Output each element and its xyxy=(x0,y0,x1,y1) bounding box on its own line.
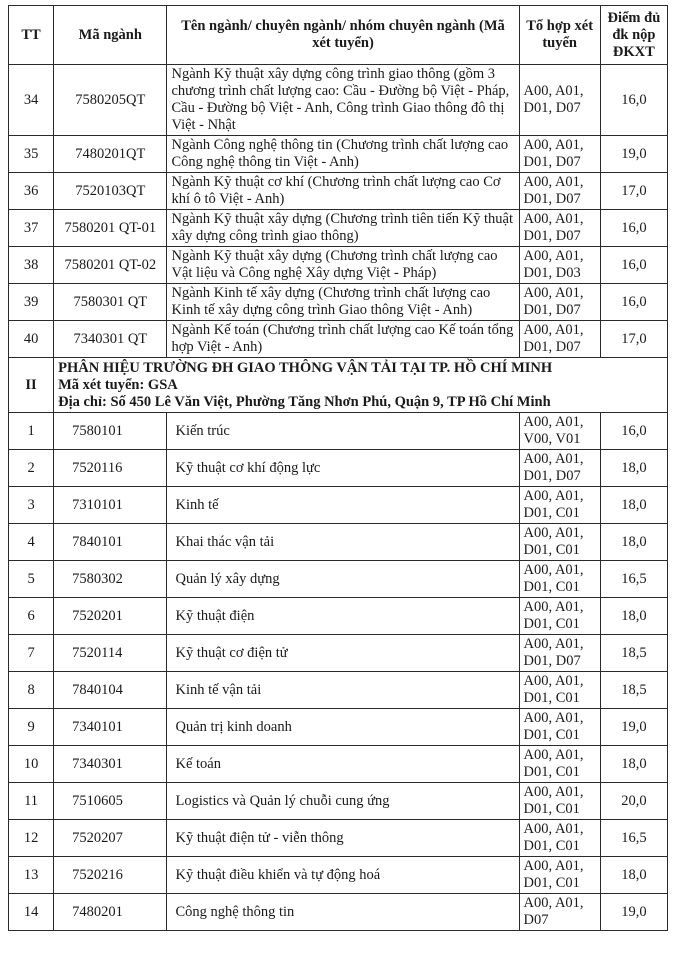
cell-score: 16,0 xyxy=(600,284,667,321)
cell-code: 7340301 QT xyxy=(54,321,167,358)
cell-combo: A00, A01, D01, D07 xyxy=(519,284,600,321)
header-combo: Tổ hợp xét tuyển xyxy=(519,6,600,65)
table-row xyxy=(9,413,668,450)
table-row xyxy=(9,65,668,136)
cell-name: Kế toán xyxy=(167,746,519,783)
header-score: Điểm đủ đk nộp ĐKXT xyxy=(600,6,667,65)
section-info xyxy=(54,358,668,413)
cell-name: Kỹ thuật cơ khí động lực xyxy=(167,450,519,487)
cell-code: 7580301 QT xyxy=(54,284,167,321)
cell-score: 20,0 xyxy=(600,783,667,820)
cell-code: 7580302 xyxy=(54,561,167,598)
cell-name: Khai thác vận tải xyxy=(167,524,519,561)
cell-combo: A00, A01, D01, C01 xyxy=(519,746,600,783)
cell-name: Công nghệ thông tin xyxy=(167,894,519,931)
cell-tt: 1 xyxy=(9,413,54,450)
cell-combo: A00, A01, D01, C01 xyxy=(519,672,600,709)
section-tt: II xyxy=(9,358,54,413)
cell-tt: 3 xyxy=(9,487,54,524)
cell-name: Kỹ thuật điều khiển và tự động hoá xyxy=(167,857,519,894)
cell-tt: 13 xyxy=(9,857,54,894)
cell-score: 18,0 xyxy=(600,598,667,635)
header-code: Mã ngành xyxy=(54,6,167,65)
cell-code: 7840104 xyxy=(54,672,167,709)
cell-code: 7340101 xyxy=(54,709,167,746)
cell-combo: A00, A01, V00, V01 xyxy=(519,413,600,450)
cell-combo: A00, A01, D01, D07 xyxy=(519,450,600,487)
cell-tt: 36 xyxy=(9,173,54,210)
cell-name: Ngành Kế toán (Chương trình chất lượng cao Kế toán tổng hợp Việt - Anh) xyxy=(167,321,519,358)
cell-name: Quản trị kinh doanh xyxy=(167,709,519,746)
cell-code: 7340301 xyxy=(54,746,167,783)
cell-tt: 2 xyxy=(9,450,54,487)
table-row xyxy=(9,746,668,783)
cell-code: 7580205QT xyxy=(54,65,167,136)
cell-code: 7480201 xyxy=(54,894,167,931)
cell-name: Logistics và Quản lý chuỗi cung ứng xyxy=(167,783,519,820)
cell-tt: 7 xyxy=(9,635,54,672)
cell-score: 18,5 xyxy=(600,672,667,709)
table-row xyxy=(9,783,668,820)
cell-code: 7520114 xyxy=(54,635,167,672)
cell-score: 17,0 xyxy=(600,321,667,358)
cell-tt: 39 xyxy=(9,284,54,321)
cell-code: 7520103QT xyxy=(54,173,167,210)
cell-combo: A00, A01, D01, D07 xyxy=(519,321,600,358)
cell-name: Kỹ thuật điện xyxy=(167,598,519,635)
cell-name: Ngành Kỹ thuật cơ khí (Chương trình chất lượng cao Cơ khí ô tô Việt - Anh) xyxy=(167,173,519,210)
cell-tt: 4 xyxy=(9,524,54,561)
cell-combo: A00, A01, D01, D07 xyxy=(519,210,600,247)
table-row xyxy=(9,894,668,931)
cell-name: Ngành Kinh tế xây dựng (Chương trình chất lượng cao Kinh tế xây dựng công trình Giao thông Việt - Anh) xyxy=(167,284,519,321)
cell-tt: 8 xyxy=(9,672,54,709)
cell-name: Ngành Công nghệ thông tin (Chương trình chất lượng cao Công nghệ thông tin Việt - Anh) xyxy=(167,136,519,173)
cell-combo: A00, A01, D01, C01 xyxy=(519,857,600,894)
table-row xyxy=(9,709,668,746)
cell-combo: A00, A01, D01, C01 xyxy=(519,598,600,635)
cell-code: 7840101 xyxy=(54,524,167,561)
cell-score: 16,0 xyxy=(600,413,667,450)
table-row xyxy=(9,487,668,524)
cell-score: 18,0 xyxy=(600,746,667,783)
cell-tt: 37 xyxy=(9,210,54,247)
cell-name: Ngành Kỹ thuật xây dựng (Chương trình tiên tiến Kỹ thuật xây dựng công trình giao thông) xyxy=(167,210,519,247)
cell-combo: A00, A01, D01, C01 xyxy=(519,561,600,598)
cell-name: Kiến trúc xyxy=(167,413,519,450)
table-row xyxy=(9,284,668,321)
admission-score-table xyxy=(8,5,668,931)
cell-name: Kinh tế vận tải xyxy=(167,672,519,709)
cell-score: 16,0 xyxy=(600,65,667,136)
cell-code: 7520116 xyxy=(54,450,167,487)
cell-code: 7520207 xyxy=(54,820,167,857)
cell-combo: A00, A01, D07 xyxy=(519,894,600,931)
header-tt: TT xyxy=(9,6,54,65)
cell-tt: 34 xyxy=(9,65,54,136)
cell-name: Ngành Kỹ thuật xây dựng (Chương trình chất lượng cao Vật liệu và Công nghệ Xây dựng Việt - Pháp) xyxy=(167,247,519,284)
section-group xyxy=(9,358,668,413)
table-row xyxy=(9,561,668,598)
cell-code: 7480201QT xyxy=(54,136,167,173)
cell-tt: 40 xyxy=(9,321,54,358)
cell-score: 18,0 xyxy=(600,487,667,524)
rows-group-b xyxy=(9,413,668,931)
table-row xyxy=(9,598,668,635)
cell-score: 17,0 xyxy=(600,173,667,210)
header-name: Tên ngành/ chuyên ngành/ nhóm chuyên ngành (Mã xét tuyển) xyxy=(167,6,519,65)
cell-name: Kỹ thuật cơ điện tử xyxy=(167,635,519,672)
cell-tt: 35 xyxy=(9,136,54,173)
table-row xyxy=(9,173,668,210)
cell-code: 7310101 xyxy=(54,487,167,524)
cell-name: Ngành Kỹ thuật xây dựng công trình giao thông (gồm 3 chương trình chất lượng cao: Cầu - Đường bộ Việt - Pháp, Cầu - Đường bộ Việt - Anh, Công trình Giao thông đô thị Việt - Nhật xyxy=(167,65,519,136)
section-title: PHÂN HIỆU TRƯỜNG ĐH GIAO THÔNG VẬN TẢI TẠI TP. HỒ CHÍ MINH xyxy=(58,359,553,376)
cell-tt: 10 xyxy=(9,746,54,783)
cell-combo: A00, A01, D01, C01 xyxy=(519,709,600,746)
cell-code: 7580101 xyxy=(54,413,167,450)
table-row xyxy=(9,321,668,358)
table-row xyxy=(9,450,668,487)
cell-combo: A00, A01, D01, C01 xyxy=(519,820,600,857)
cell-score: 16,0 xyxy=(600,247,667,284)
cell-name: Kỹ thuật điện tử - viễn thông xyxy=(167,820,519,857)
cell-score: 16,0 xyxy=(600,210,667,247)
table-row xyxy=(9,820,668,857)
section-address: Địa chỉ: Số 450 Lê Văn Việt, Phường Tăng Nhơn Phú, Quận 9, TP Hồ Chí Minh xyxy=(58,393,551,410)
table-row xyxy=(9,524,668,561)
cell-score: 18,0 xyxy=(600,857,667,894)
cell-code: 7520201 xyxy=(54,598,167,635)
cell-score: 18,0 xyxy=(600,450,667,487)
cell-combo: A00, A01, D01, D07 xyxy=(519,136,600,173)
cell-name: Quản lý xây dựng xyxy=(167,561,519,598)
table-row xyxy=(9,857,668,894)
cell-combo: A00, A01, D01, C01 xyxy=(519,783,600,820)
cell-score: 19,0 xyxy=(600,136,667,173)
cell-tt: 14 xyxy=(9,894,54,931)
section-row xyxy=(9,358,668,413)
cell-tt: 9 xyxy=(9,709,54,746)
table-row xyxy=(9,247,668,284)
cell-combo: A00, A01, D01, D03 xyxy=(519,247,600,284)
cell-score: 19,0 xyxy=(600,894,667,931)
cell-score: 16,5 xyxy=(600,561,667,598)
cell-tt: 38 xyxy=(9,247,54,284)
cell-combo: A00, A01, D01, D07 xyxy=(519,65,600,136)
cell-score: 18,0 xyxy=(600,524,667,561)
table-row xyxy=(9,635,668,672)
section-code: Mã xét tuyển: GSA xyxy=(58,376,178,393)
cell-tt: 12 xyxy=(9,820,54,857)
table-row xyxy=(9,136,668,173)
table-row xyxy=(9,672,668,709)
cell-code: 7520216 xyxy=(54,857,167,894)
cell-combo: A00, A01, D01, D07 xyxy=(519,635,600,672)
cell-tt: 11 xyxy=(9,783,54,820)
table-header-row xyxy=(9,6,668,65)
table-row xyxy=(9,210,668,247)
cell-combo: A00, A01, D01, C01 xyxy=(519,524,600,561)
cell-code: 7580201 QT-01 xyxy=(54,210,167,247)
cell-score: 19,0 xyxy=(600,709,667,746)
cell-code: 7580201 QT-02 xyxy=(54,247,167,284)
rows-group-a xyxy=(9,65,668,358)
cell-name: Kinh tế xyxy=(167,487,519,524)
cell-code: 7510605 xyxy=(54,783,167,820)
cell-score: 18,5 xyxy=(600,635,667,672)
cell-combo: A00, A01, D01, D07 xyxy=(519,173,600,210)
cell-tt: 6 xyxy=(9,598,54,635)
cell-score: 16,5 xyxy=(600,820,667,857)
cell-tt: 5 xyxy=(9,561,54,598)
cell-combo: A00, A01, D01, C01 xyxy=(519,487,600,524)
